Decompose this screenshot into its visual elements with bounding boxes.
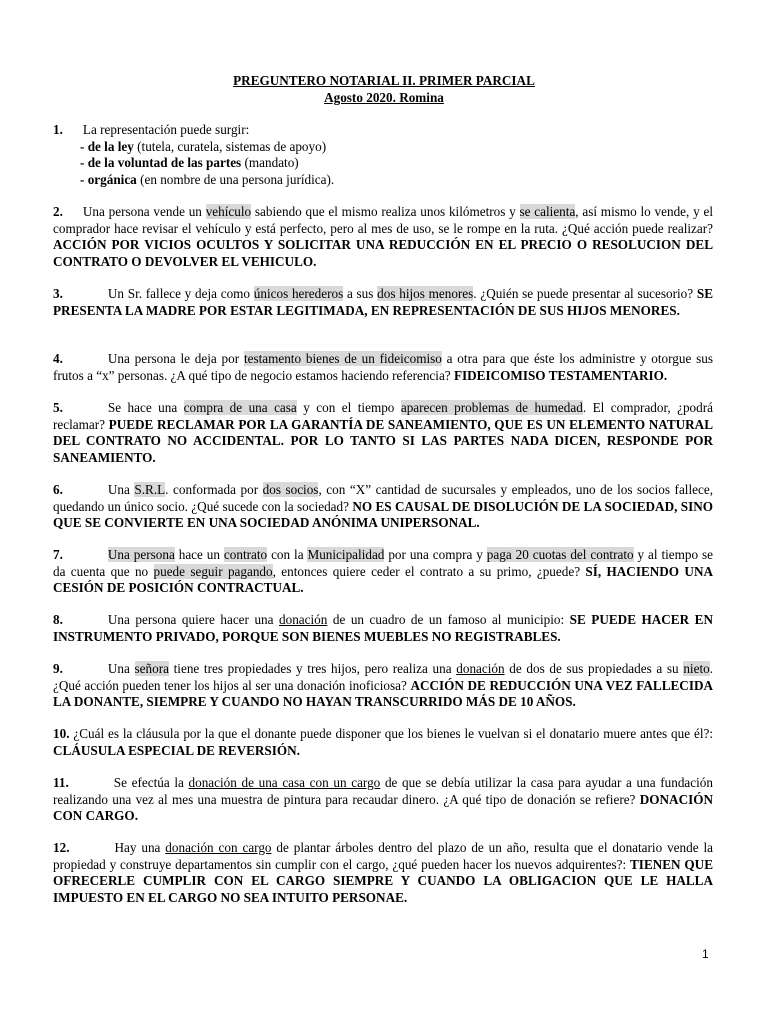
question-number: 7.	[53, 547, 63, 562]
answer: ACCIÓN DE REDUCCIÓN UNA VEZ FALLECIDA LA DONANTE, SIEMPRE Y CUANDO NO HAYAN TRANSCURRIDO MÁS DE 10 AÑOS.	[53, 677, 713, 709]
underlined-term: donación	[279, 612, 328, 627]
question-4: 4. Una persona le deja por testamento bienes de un fideicomiso a otra para que éste los administre y otorgue sus frutos a “x” personas. ¿A qué tipo de negocio estamos haciendo referencia? FIDEICOMISO TESTAMENTARIO.	[53, 351, 713, 383]
highlight: testamento bienes de un fideicomiso	[243, 351, 442, 366]
question-number: 6.	[53, 482, 63, 497]
page-number: 1	[702, 947, 709, 961]
highlight: dos hijos menores	[377, 286, 474, 301]
answer: TIENEN QUE OFRECERLE CUMPLIR CON EL CARGO SIEMPRE Y CUANDO LA OBLIGACION QUE LE HALLA IMPUESTO EN EL CARGO NO SEA INTUITO PERSONAE.	[53, 856, 714, 905]
highlight: únicos herederos	[253, 286, 344, 301]
question-number: 5.	[53, 400, 63, 415]
document-title: PREGUNTERO NOTARIAL II. PRIMER PARCIAL	[233, 73, 535, 88]
question-number: 10.	[53, 726, 70, 741]
list-item: - orgánica (en nombre de una persona jurídica).	[80, 171, 335, 187]
question-9: 9. Una señora tiene tres propiedades y tres hijos, pero realiza una donación de dos de sus propiedades a su nieto. ¿Qué acción pueden tener los hijos al ser una donación inoficiosa? ACCIÓN DE REDUCCIÓN UNA VEZ FALLECIDA LA DONANTE, SIEMPRE Y CUANDO NO HAYAN TRANSCURRIDO MÁS DE 10 AÑOS.	[53, 661, 713, 709]
question-text: La representación puede surgir:	[82, 122, 250, 137]
question-number: 12.	[53, 840, 70, 855]
answer: FIDEICOMISO TESTAMENTARIO.	[453, 367, 668, 383]
highlight: vehículo	[205, 204, 252, 219]
list-item: - de la voluntad de las partes (mandato)	[80, 155, 299, 170]
highlight: se calienta	[519, 204, 576, 219]
question-number: 4.	[53, 351, 63, 366]
question-11: 11. Se efectúa la donación de una casa con un cargo de que se debía utilizar la casa para ayudar a una fundación realizando una vez al mes una muestra de pintura para recaudar dinero. ¿A qué tipo de donación se refiere? DONACIÓN CON CARGO.	[53, 775, 713, 823]
question-number: 2.	[53, 204, 63, 219]
question-2: 2. Una persona vende un vehículo sabiendo que el mismo realiza unos kilómetros y se calienta, así mismo lo vende, y el comprador hace revisar el vehículo y está perfecto, pero al mes de uso, se le rompe en la ruta. ¿Qué acción puede realizar? ACCIÓN POR VICIOS OCULTOS Y SOLICITAR UNA REDUCCIÓN EN EL PRECIO O RESOLUCION DEL CONTRATO O DEVOLVER EL VEHICULO.	[53, 204, 713, 269]
question-8: 8. Una persona quiere hacer una donación de un cuadro de un famoso al municipio: SE PUEDE HACER EN INSTRUMENTO PRIVADO, PORQUE SON BIENES MUEBLES NO REGISTRABLES.	[53, 612, 713, 644]
answer: ACCIÓN POR VICIOS OCULTOS Y SOLICITAR UNA REDUCCIÓN EN EL PRECIO O RESOLUCION DEL CONTRATO O DEVOLVER EL VEHICULO.	[53, 237, 713, 269]
question-5: 5. Se hace una compra de una casa y con el tiempo aparecen problemas de humedad. El comprador, ¿podrá reclamar? PUEDE RECLAMAR POR LA GARANTÍA DE SANEAMIENTO, QUE ES UN ELEMENTO NATURAL DEL CONTRATO NO ACCIDENTAL. POR LO TANTO SI LAS PARTES NADA DICEN, RESPONDE POR SANEAMIENTO.	[53, 400, 713, 465]
underlined-term: donación con cargo	[165, 840, 272, 855]
question-1	[53, 122, 713, 188]
answer: PUEDE RECLAMAR POR LA GARANTÍA DE SANEAMIENTO, QUE ES UN ELEMENTO NATURAL DEL CONTRATO NO ACCIDENTAL. POR LO TANTO SI LAS PARTES NADA DICEN, RESPONDE POR SANEAMIENTO.	[53, 416, 713, 465]
question-6: 6. Una S.R.L. conformada por dos socios, con “X” cantidad de sucursales y empleados, uno de los socios fallece, quedando un único socio. ¿Qué sucede con la sociedad? NO ES CAUSAL DE DISOLUCIÓN DE LA SOCIEDAD, SINO QUE SE CONVIERTE EN UNA SOCIEDAD ANÓNIMA UNIPERSONAL.	[53, 482, 713, 530]
question-number: 9.	[53, 661, 63, 676]
answer: CLÁUSULA ESPECIAL DE REVERSIÓN.	[53, 742, 300, 758]
answer: DONACIÓN CON CARGO.	[53, 791, 713, 823]
highlight: Municipalidad	[307, 547, 385, 562]
question-number: 8.	[53, 612, 63, 627]
answer: SE PRESENTA LA MADRE POR ESTAR LEGITIMADA, EN REPRESENTACIÓN DE SUS HIJOS MENORES.	[53, 286, 714, 318]
document-subtitle: Agosto 2020. Romina	[324, 90, 444, 105]
question-number: 11.	[53, 775, 69, 790]
highlight: S.R.L	[134, 482, 166, 497]
question-7: 7. Una persona hace un contrato con la Municipalidad por una compra y paga 20 cuotas del contrato y al tiempo se da cuenta que no puede seguir pagando, entonces quiere ceder el contrato a su primo, ¿puede? SÍ, HACIENDO UNA CESIÓN DE POSICIÓN CONTRACTUAL.	[53, 547, 714, 595]
underlined-term: donación	[456, 661, 505, 676]
highlight: puede seguir pagando	[153, 563, 273, 579]
highlight: dos socios	[262, 482, 319, 497]
answer: SE PUEDE HACER EN INSTRUMENTO PRIVADO, PORQUE SON BIENES MUEBLES NO REGISTRABLES.	[53, 612, 713, 644]
question-10: 10. ¿Cuál es la cláusula por la que el donante puede disponer que los bienes le vuelvan si el donatario muere antes que él?: CLÁUSULA ESPECIAL DE REVERSIÓN.	[53, 726, 713, 758]
question-3: 3. Un Sr. fallece y deja como únicos herederos a sus dos hijos menores. ¿Quién se puede presentar al sucesorio? SE PRESENTA LA MADRE POR ESTAR LEGITIMADA, EN REPRESENTACIÓN DE SUS HIJOS MENORES.	[53, 286, 714, 318]
highlight: paga 20 cuotas del contrato	[486, 547, 634, 562]
highlight: nieto	[683, 661, 710, 676]
list-item: - de la ley (tutela, curatela, sistemas de apoyo)	[80, 138, 327, 154]
highlight: señora	[134, 661, 169, 676]
highlight: compra de una casa	[183, 400, 297, 415]
question-number: 1.	[53, 122, 63, 137]
question-number: 3.	[53, 286, 63, 301]
answer: NO ES CAUSAL DE DISOLUCIÓN DE LA SOCIEDAD, SINO QUE SE CONVIERTE EN UNA SOCIEDAD ANÓNIMA UNIPERSONAL.	[53, 498, 713, 530]
highlight: aparecen problemas de humedad	[400, 400, 583, 415]
highlight: Una persona	[107, 547, 175, 562]
underlined-term: donación de una casa con un cargo	[188, 775, 381, 790]
answer: SÍ, HACIENDO UNA CESIÓN DE POSICIÓN CONTRACTUAL.	[53, 563, 713, 595]
highlight: contrato	[223, 547, 268, 562]
question-12: 12. Hay una donación con cargo de plantar árboles dentro del plazo de un año, resulta que el donatario vende la propiedad y construye departamentos sin cumplir con el cargo, ¿qué pueden hacer los nuevos adquirentes?: TIENEN QUE OFRECERLE CUMPLIR CON EL CARGO SIEMPRE Y CUANDO LA OBLIGACION QUE LE HALLA IMPUESTO EN EL CARGO NO SEA INTUITO PERSONAE.	[53, 840, 714, 905]
